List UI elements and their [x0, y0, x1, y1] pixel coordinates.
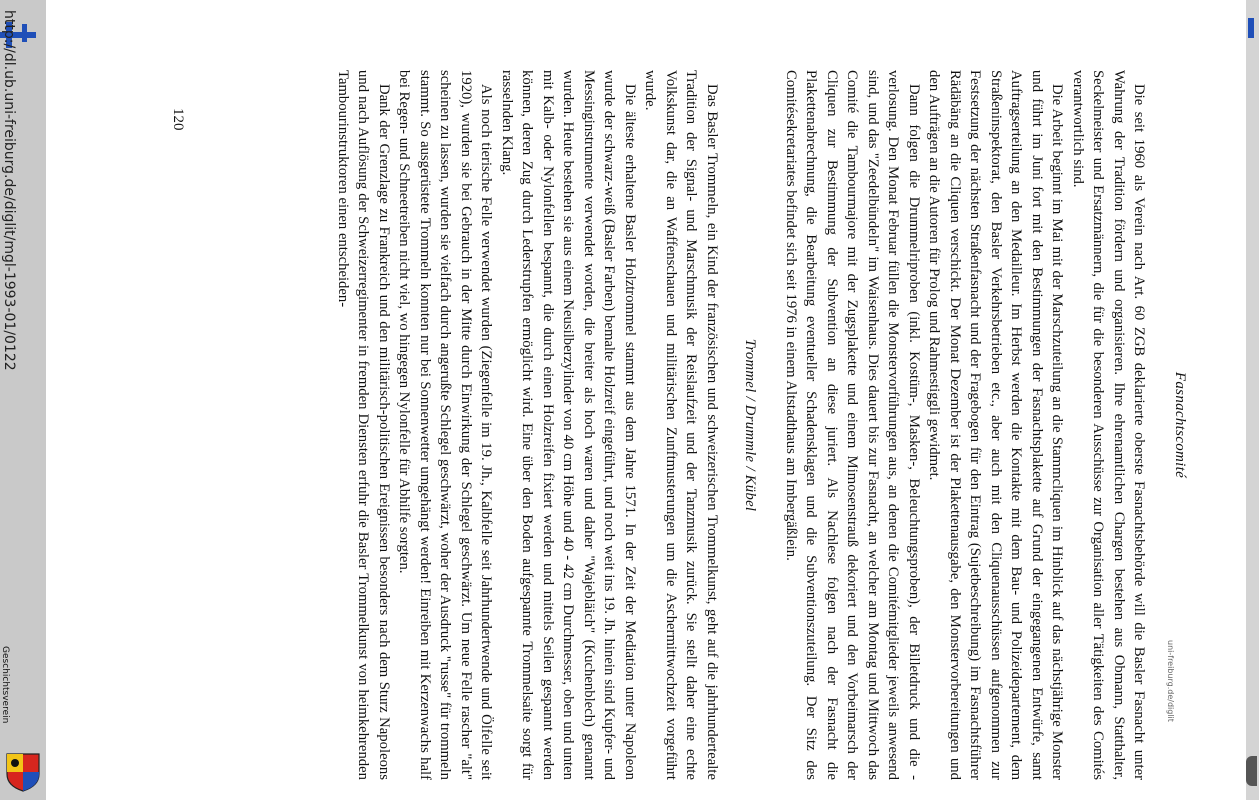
- right-margin-strip: [1246, 0, 1259, 800]
- left-margin-strip: [0, 0, 46, 800]
- society-name: [0, 646, 10, 737]
- paragraph: Das Basler Trommeln, ein Kind der französischen und schweizerischen Trommelkunst, geht auf die jahrhundertealte Tradition der Signal- und Marschmusik der Reislaufzeit und der Tanzmusik zurück. Sie stellt daher eine echte Volkskunst dar, die an Waffenschauen und militärischen Zunftmusterungen um die Aschermittwochzeit vorgeführt wurde.: [642, 70, 720, 780]
- coat-of-arms-icon: [5, 752, 41, 792]
- page-number: 120: [170, 108, 186, 131]
- paragraph: Dann folgen die Drummelriproben (inkl. Kostüm-, Masken-, Beleuchtungsproben), der Billetdruck und die -verlosung. Den Monat Februar füllen die Monstervorführungen aus, an denen die Comitémitglieder jeweils anwesend sind, und das "Zeedelbündeln" im Waisenhaus. Dies dauert bis zur Fasnacht, an welcher am Montag und Mittwoch das Comité die Tambourmajore mit der Zugsplakette und einem Mimosenstrauß dekoriert und den Vorbeimarsch der Cliquen zur Bestimmung der Subvention an diese juriert. Als Nachlese folgen nach der Fasnacht die Plakettenabrechnung, die Bearbeitung eventueller Schadensklagen und die Subventionszuteilung. Der Sitz des Comitésekretariates befindet sich seit 1976 in einem Altstadthaus am Imbergäßlein.: [783, 70, 922, 780]
- running-header: Fasnachtscomité: [1172, 371, 1188, 479]
- paragraph: Die seit 1960 als Verein nach Art. 60 ZGB deklarierte oberste Fasnachtsbehörde will die Basler Fasnacht unter Wahrung der Tradition fördern und organisieren. Ihre ehrenamtlichen Chargen bestehen aus Obmann, Statthalter, Seckelmeister und Ersatzmännern, die für die besonderen Ausschüsse zur Organisation aller Tätigkeiten des Comités verantwortlich sind.: [1070, 70, 1148, 780]
- right-marker-icon: [1248, 18, 1254, 38]
- paragraph: Als noch tierische Felle verwendet wurden (Ziegenfelle im 19. Jh., Kalbfelle seit Jahrhundertwende und Ölfelle seit 1920), wurden sie bei Gebrauch in der Mitte durch Einwirkung der Schlegel geschwärzt. Um neue Felle rascher "alt" scheinen zu lassen, wurden sie vielfach durch angerußte Schlegel geschwärzt, woher der Ausdruck "russe" für trommeln stammt. So ausgerüstete Trommeln konnten nur bei Sonnenwetter umgehängt werden! Einreiben mit Kerzenwachs half bei Regen- und Schneetreiben nicht viel, wo hingegen Nylonfelle für Abhilfe sorgten.: [396, 70, 495, 780]
- section-title: Trommel / Drummle / Kübel: [742, 338, 759, 512]
- page-text-block: [333, 70, 1191, 780]
- society-name-line1: Geschichtsverein: [0, 646, 10, 724]
- right-strip-text: uni-freiburg.de/diglit: [1166, 640, 1176, 722]
- paragraph: Die älteste erhaltene Basler Holztrommel stammt aus dem Jahre 1571. In der Zeit der Mediation unter Napoleon wurde der schwarz-weiß (Basler Farben) bemalte Holzreif eingeführt, und noch weit ins 19. Jh. hinein sind Kupfer- und Messinginstrumente verwendet worden, die breiter als hoch waren und daher "Wajebläich" (Kuchenblech) genannt wurden. Heute bestehen sie aus einem Neusilberzylinder von 40 cm Höhe und 40 - 42 cm Durchmesser, oben und unten mit Kalb- oder Nylonfellen bespannt, die durch einen Holzreifen fixiert werden und mittels Seilen gespannt werden können, deren Zug durch Lederstrupfen ermöglicht wird. Eine über den Boden aufgespannte Trommelsaite sorgt für rasselnden Klang.: [499, 70, 638, 780]
- scanned-page: [120, 40, 1220, 800]
- url-watermark: http://dl.ub.uni-freiburg.de/diglit/mgl-1993-01/0122: [1, 10, 17, 371]
- paragraph: Dank der Grenzlage zu Frankreich und den militärisch-politischen Ereignissen besonders nach dem Sturz Napoleons und nach Auflösung der Schweizerregimenter in fremden Diensten erfuhr die Basler Trommelkunst von heimkehrenden Tambourinstruktoren einen entscheiden-: [335, 70, 392, 780]
- paragraph: Die Arbeit beginnt im Mai mit der Marschzuteilung an die Stammcliquen im Hinblick auf das nächstjährige Monster und führt im Juni fort mit den Bestimmungen der Fasnachtsplakette auf Grund der eingegangenen Entwürfe, samt Auftragserteilung an den Medailleur. Im Herbst werden die Kontakte mit dem Bau- und Polizeidepartement, dem Straßeninspektorat, den Basler Verkehrsbetrieben etc., aber auch mit den Cliquenausschüssen aufgenommen zur Festsetzung der nächsten Straßenfasnacht und der Fragebogen für den Eintrag (Sujetbeschreibung) im Fasnachtsführer Rädäbäng an die Cliquen verschickt. Der Monat Dezember ist der Plakettenausgabe, den Monstervorbereitungen und den Aufträgen an die Autoren für Prolog und Rahmestiggli gewidmet.: [926, 70, 1066, 780]
- right-scroll-handle[interactable]: [1246, 756, 1257, 786]
